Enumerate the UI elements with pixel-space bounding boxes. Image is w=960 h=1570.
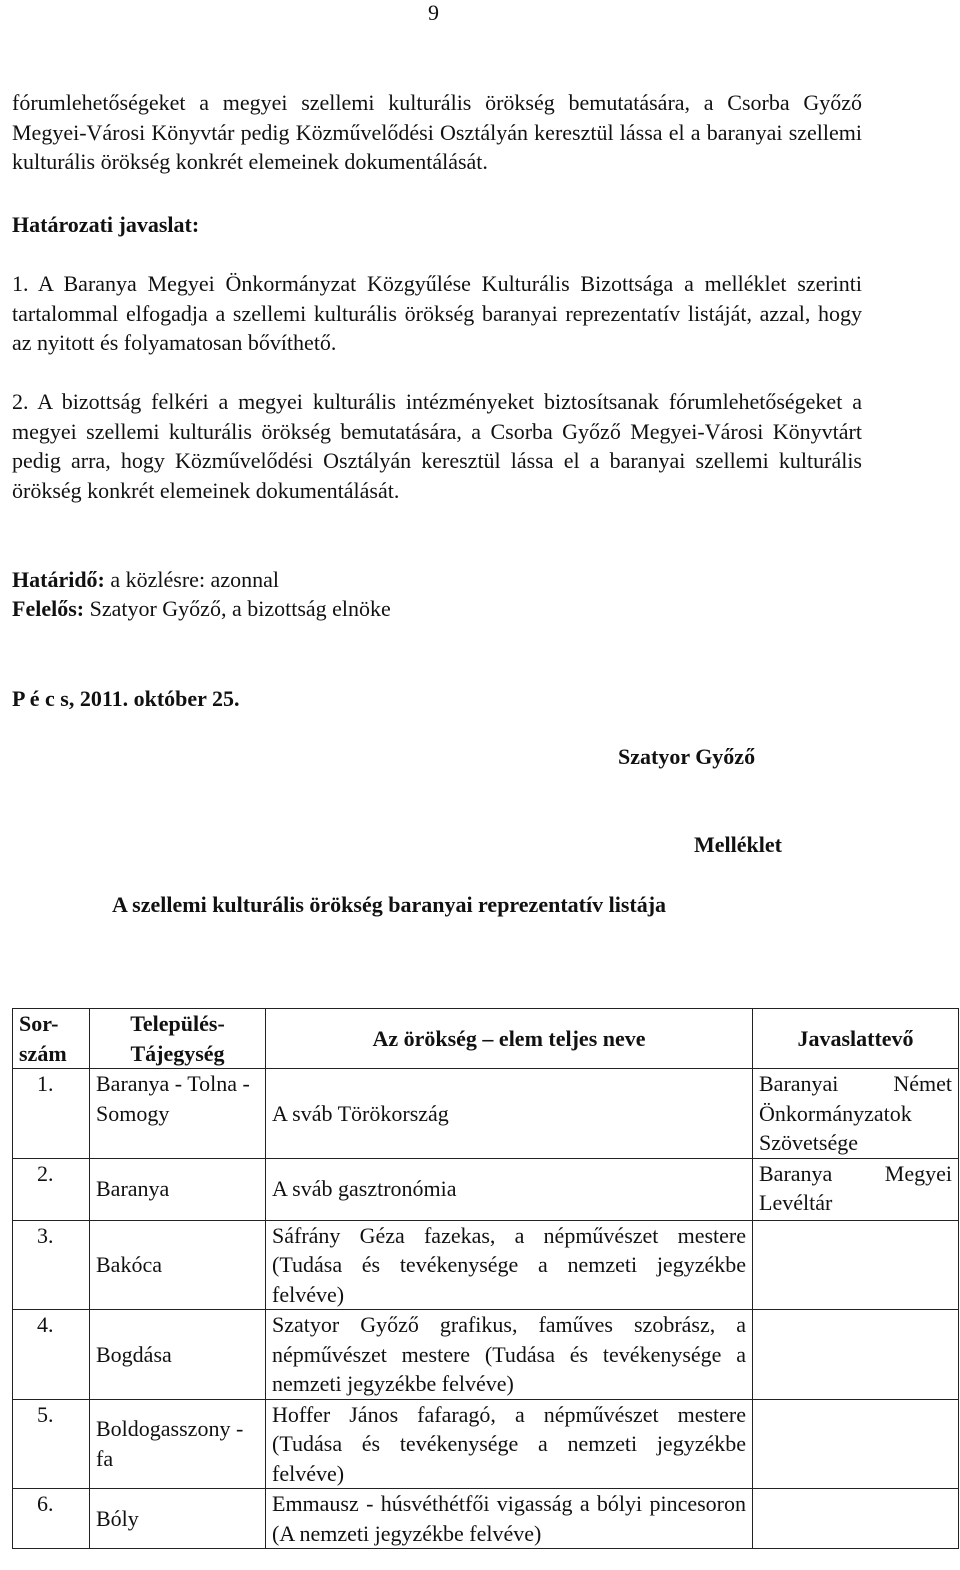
resolution-heading: Határozati javaslat: <box>12 212 200 237</box>
row-number: 1. <box>13 1069 90 1159</box>
row-number: 4. <box>13 1310 90 1400</box>
header-number: Sor-szám <box>13 1009 90 1069</box>
row-proposer <box>753 1489 959 1549</box>
table-row <box>13 1069 959 1159</box>
header-place: Település-Tájegység <box>90 1009 266 1069</box>
row-proposer: Baranya Megyei Levéltár <box>753 1158 959 1220</box>
row-proposer: Baranyai Német Önkormányzatok Szövetsége <box>753 1069 959 1159</box>
row-name: A sváb Törökország <box>266 1069 753 1159</box>
table-row <box>13 1220 959 1310</box>
row-proposer <box>753 1399 959 1489</box>
row-place: Boldogasszony -fa <box>90 1399 266 1489</box>
row-place: Baranya <box>90 1158 266 1220</box>
row-place: Bogdása <box>90 1310 266 1400</box>
row-place: Baranya - Tolna - Somogy <box>90 1069 266 1159</box>
row-name: Sáfrány Géza fazekas, a népművészet mestere (Tudása és tevékenysége a nemzeti jegyzékbe felvéve) <box>266 1220 753 1310</box>
responsible-line <box>12 594 391 623</box>
table-row <box>13 1310 959 1400</box>
responsible-value: Szatyor Győző, a bizottság elnöke <box>84 596 391 621</box>
signature-name: Szatyor Győző <box>618 744 756 769</box>
row-number: 3. <box>13 1220 90 1310</box>
intro-paragraph: fórumlehetőségeket a megyei szellemi kulturális örökség bemutatására, a Csorba Győző Megyei-Városi Könyvtár pedig Közművelődési Osztályán keresztül lássa el a baranyai szellemi kulturális örökség konkrét elemeinek dokumentálását. <box>12 90 862 174</box>
table-row <box>13 1399 959 1489</box>
row-name: Emmausz - húsvéthétfői vigasság a bólyi pincesoron (A nemzeti jegyzékbe felvéve) <box>266 1489 753 1549</box>
table-row <box>13 1158 959 1220</box>
row-place: Bóly <box>90 1489 266 1549</box>
row-place: Bakóca <box>90 1220 266 1310</box>
row-number: 2. <box>13 1158 90 1220</box>
row-proposer <box>753 1310 959 1400</box>
header-proposer: Javaslattevő <box>753 1009 959 1069</box>
deadline-label: Határidő: <box>12 567 105 592</box>
header-name: Az örökség – elem teljes neve <box>266 1009 753 1069</box>
attachment-label: Melléklet <box>694 832 782 857</box>
row-name: A sváb gasztronómia <box>266 1158 753 1220</box>
list-title: A szellemi kulturális örökség baranyai reprezentatív listája <box>112 892 667 917</box>
resolution-point-2: 2. A bizottság felkéri a megyei kulturális intézményeket biztosítsanak fórumlehetőségeket a megyei szellemi kulturális örökség bemutatására, a Csorba Győző Megyei-Városi Könyvtárt pedig arra, hogy Közművelődési Osztályán keresztül lássa el a baranyai szellemi kulturális örökség konkrét elemeinek dokumentálását. <box>12 389 862 503</box>
responsible-label: Felelős: <box>12 596 85 621</box>
row-number: 6. <box>13 1489 90 1549</box>
table-row <box>13 1489 959 1549</box>
table-header-row <box>13 1009 959 1069</box>
row-number: 5. <box>13 1399 90 1489</box>
row-proposer <box>753 1220 959 1310</box>
deadline-value: a közlésre: azonnal <box>104 567 279 592</box>
row-name: Hoffer János fafaragó, a népművészet mestere (Tudása és tevékenysége a nemzeti jegyzékbe felvéve) <box>266 1399 753 1489</box>
page-number: 9 <box>428 0 439 25</box>
heritage-table <box>12 1008 959 1549</box>
row-name: Szatyor Győző grafikus, faműves szobrász, a népművészet mestere (Tudása és tevékenysége a nemzeti jegyzékbe felvéve) <box>266 1310 753 1400</box>
resolution-point-1: 1. A Baranya Megyei Önkormányzat Közgyűlése Kulturális Bizottsága a melléklet szerinti tartalommal elfogadja a szellemi kulturális örökség baranyai reprezentatív listáját, azzal, hogy az nyitott és folyamatosan bővíthető. <box>12 271 862 355</box>
deadline-line <box>12 565 279 594</box>
place-date: P é c s, 2011. október 25. <box>12 686 240 711</box>
